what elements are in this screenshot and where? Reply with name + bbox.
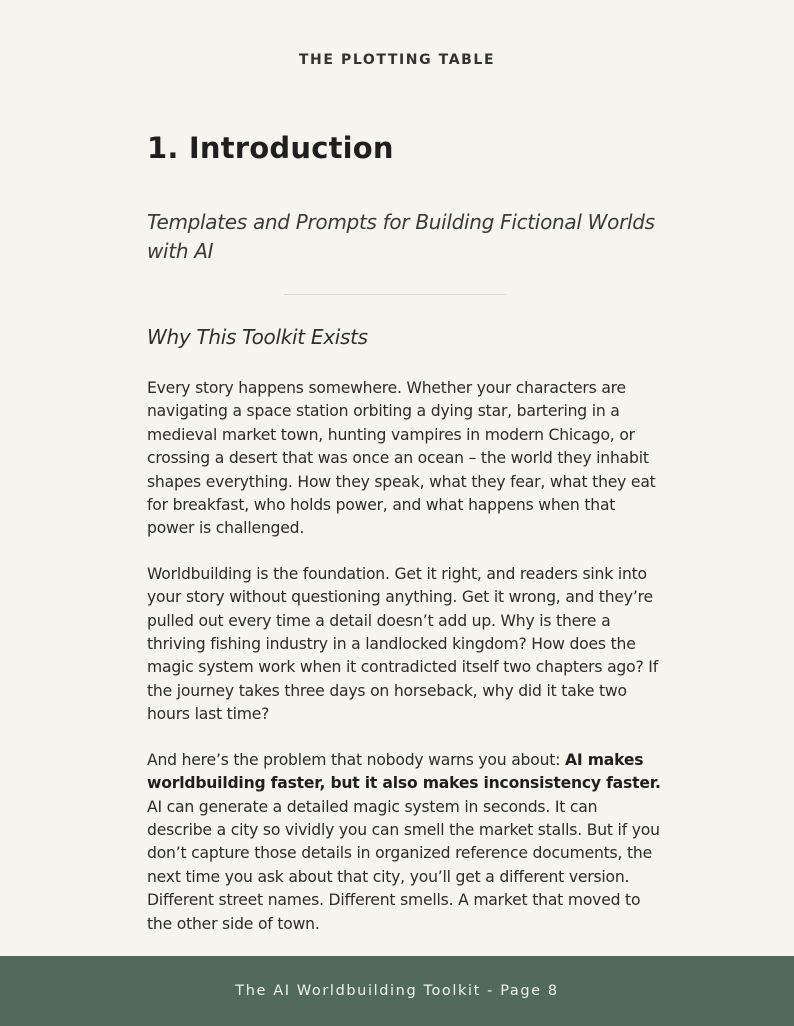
chapter-subtitle: Templates and Prompts for Building Fictional Worlds with AI: [147, 210, 655, 263]
footer-text: [0, 983, 794, 999]
page-footer: [0, 956, 794, 1026]
body-paragraph-1: Every story happens somewhere. Whether your characters are navigating a space station orbiting a dying star, bartering in a medieval market town, hunting vampires in modern Chicago, or crossing a desert that was once an ocean – the world they inhabit shapes everything. How they speak, what they fear, what they eat for breakfast, who holds power, and what happens when that power is challenged.: [147, 379, 656, 538]
section-divider: [284, 294, 506, 295]
footer-page-number: Page 8: [500, 983, 559, 999]
running-header: THE PLOTTING TABLE: [298, 52, 496, 68]
section-heading: Why This Toolkit Exists: [147, 325, 368, 349]
page-content: [147, 126, 662, 936]
paragraph-3-rest: AI can generate a detailed magic system in seconds. It can describe a city so vividly you can smell the market stalls. But if you don’t capture those details in organized reference documents, the next time you ask about that city, you’ll get a different version. Different street names. Different smells. A market that moved to the other side of town.: [147, 797, 660, 933]
chapter-title: 1. Introduction: [147, 131, 394, 165]
paragraph-3-lead: And here’s the problem that nobody warns you about:: [147, 750, 566, 769]
footer-book-title: The AI Worldbuilding Toolkit: [235, 983, 481, 999]
footer-separator: -: [480, 983, 501, 999]
paragraph-3-emphasis: AI makes worldbuilding faster, but it also makes inconsistency faster.: [147, 750, 661, 793]
body-paragraph-3: [147, 749, 662, 936]
body-paragraph-2: Worldbuilding is the foundation. Get it right, and readers sink into your story without questioning anything. Get it wrong, and they’re pulled out every time a detail doesn’t add up. Why is there a thriving fishing industry in a landlocked kingdom? How does the magic system work when it contradicted itself two chapters ago? If the journey takes three days on horseback, why did it take two hours last time?: [147, 564, 658, 724]
